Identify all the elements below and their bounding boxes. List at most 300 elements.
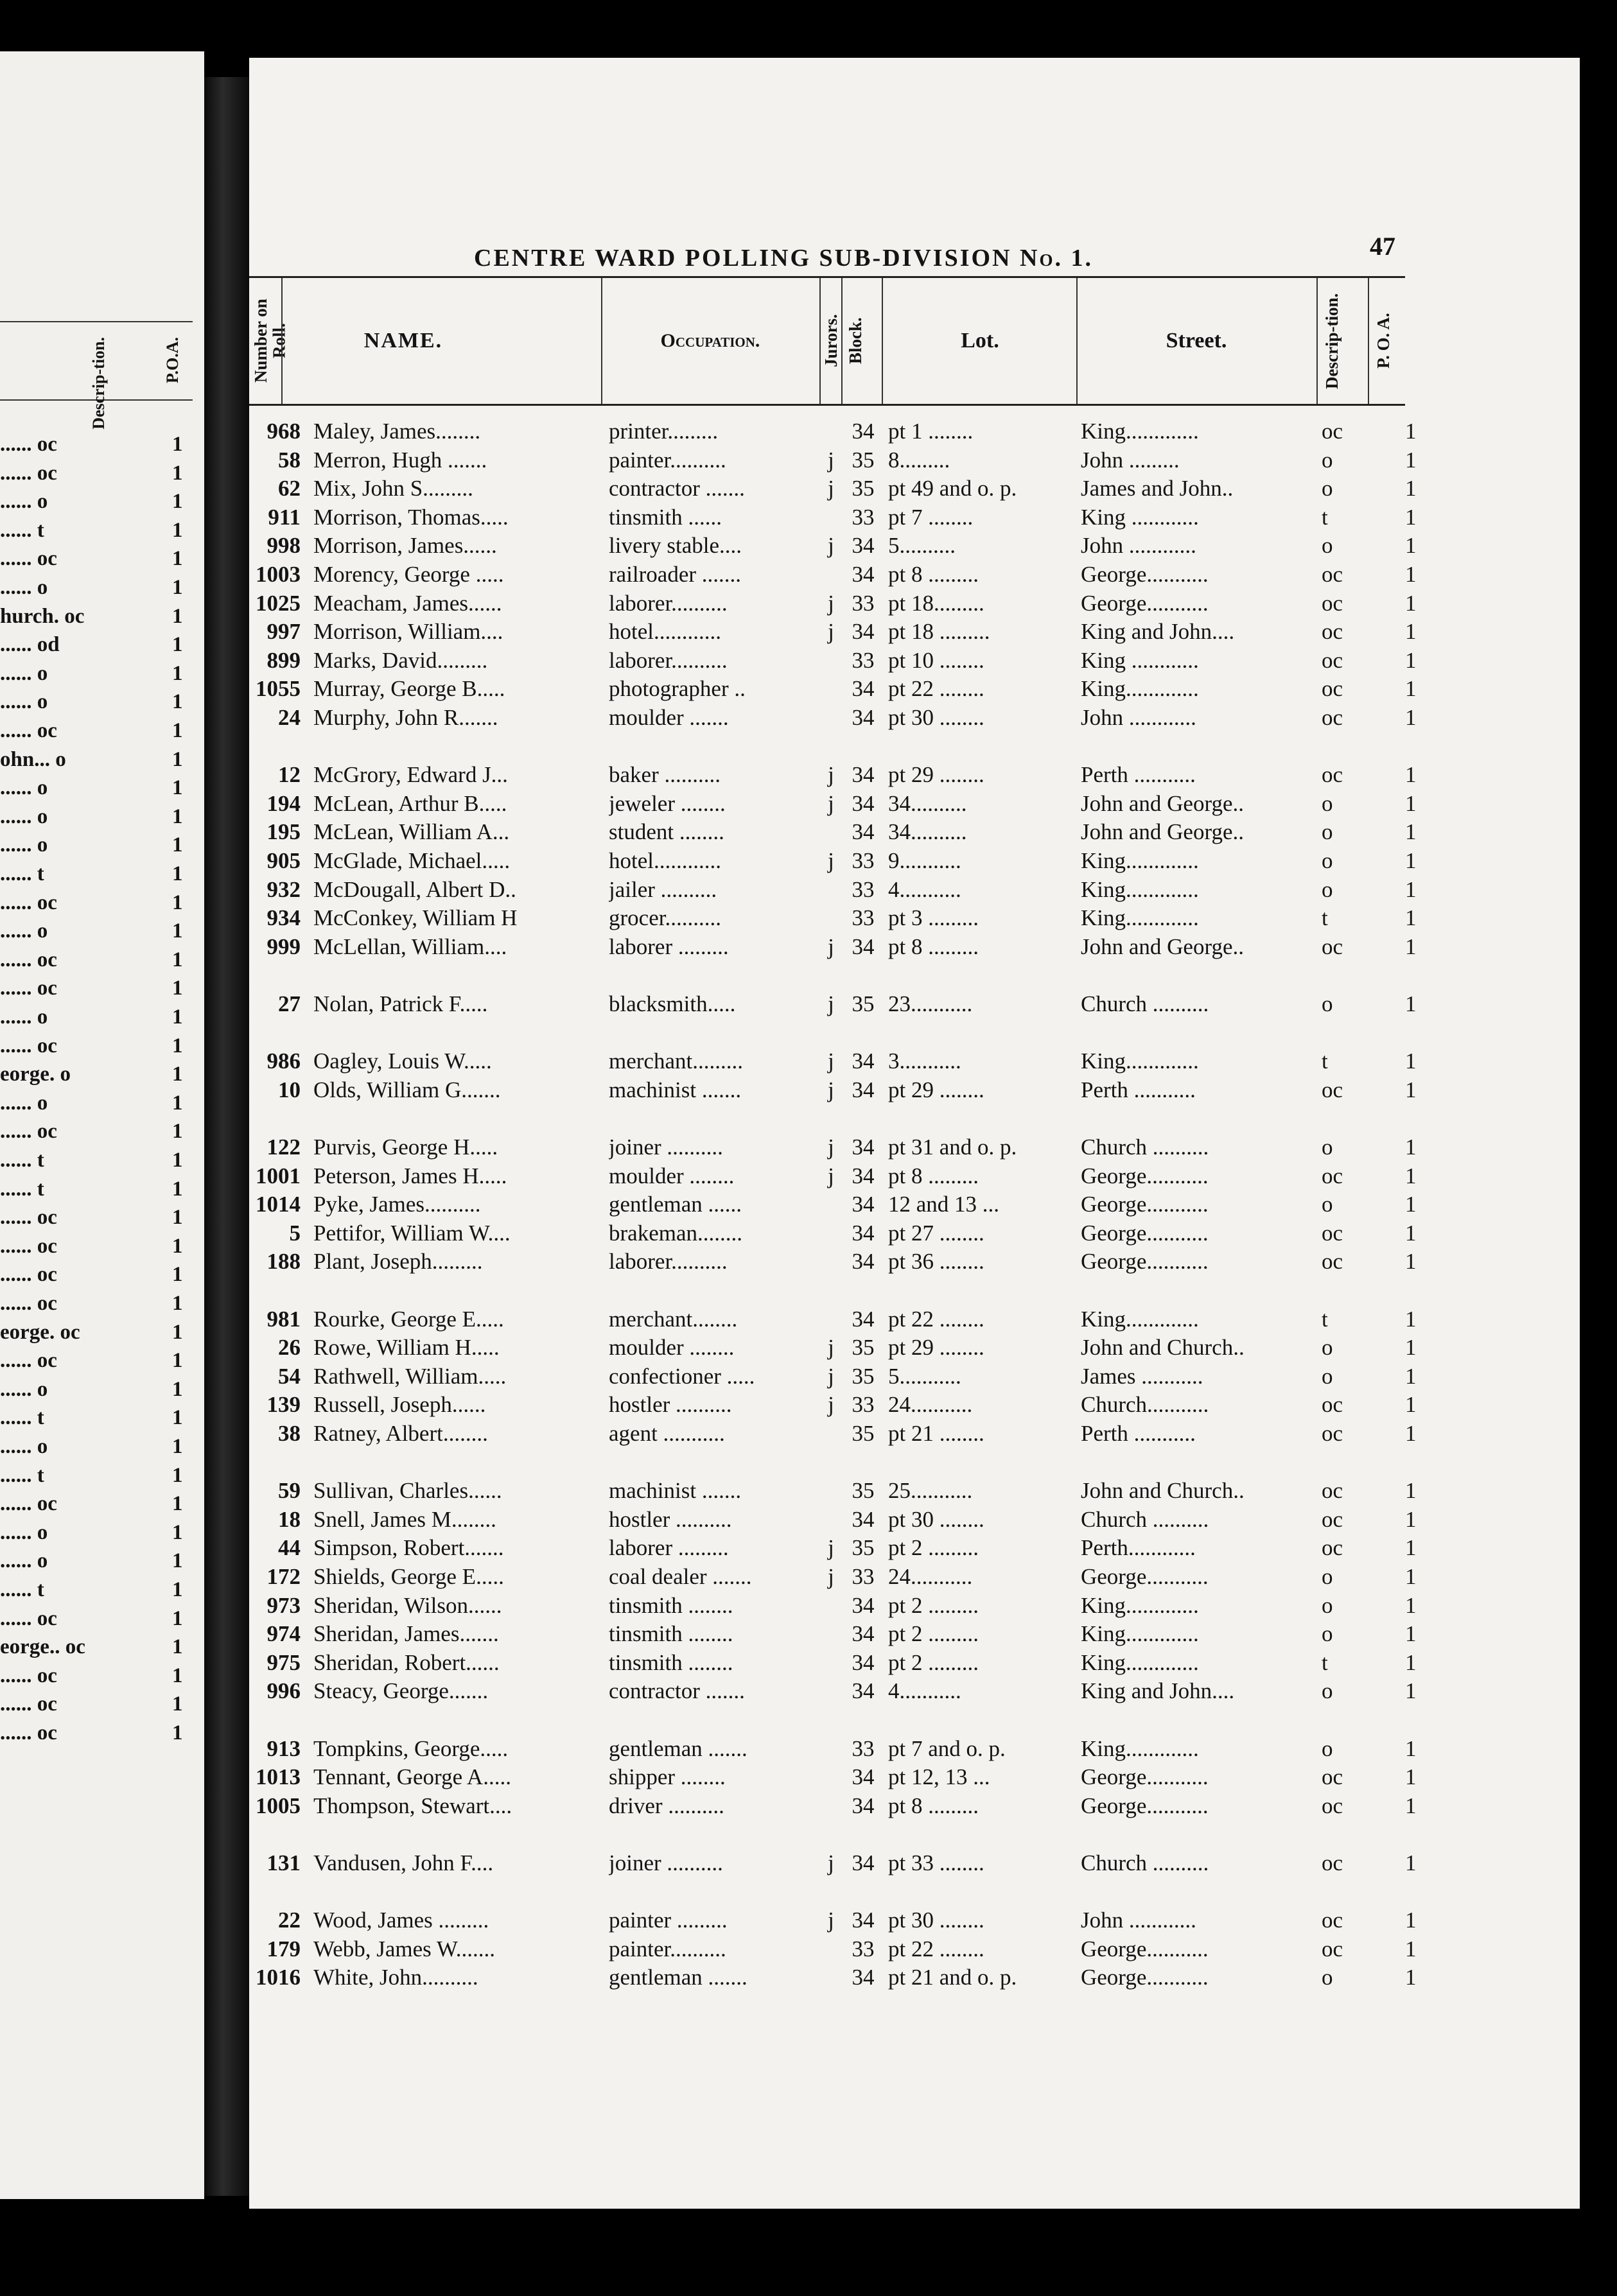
page-title: CENTRE WARD POLLING SUB-DIVISION No. 1.: [474, 245, 1093, 272]
poa-mark: 1: [1405, 1593, 1417, 1618]
left-description-code: ...... oc: [0, 1120, 57, 1143]
occupation: blacksmith.....: [609, 991, 736, 1016]
table-row: [249, 1248, 1527, 1276]
left-description-code: ...... o: [0, 576, 48, 599]
juror-mark: j: [828, 1335, 834, 1360]
block-number: 33: [852, 877, 875, 902]
roll-number: 59: [278, 1478, 301, 1503]
voter-name: Murphy, John R.......: [313, 705, 498, 730]
street-name: George...........: [1081, 1564, 1209, 1589]
poa-mark: 1: [1405, 1135, 1417, 1160]
poa-mark: 1: [1405, 1936, 1417, 1961]
left-description-code: ...... o: [0, 490, 48, 513]
table-row: [249, 1963, 1527, 1992]
description-code: t: [1322, 1048, 1328, 1074]
description-code: o: [1322, 1192, 1333, 1217]
left-description-code: ...... oc: [0, 1235, 57, 1258]
description-code: o: [1322, 1135, 1333, 1160]
lot-number: 3...........: [888, 1048, 961, 1074]
table-row: [249, 933, 1527, 961]
left-description-code: ...... oc: [0, 948, 57, 971]
table-row: [249, 1563, 1527, 1591]
header-description: Descrip-tion.: [1322, 293, 1342, 389]
block-number: 35: [852, 476, 875, 501]
table-row: [249, 474, 1527, 503]
left-description-code: ...... o: [0, 1091, 48, 1115]
roll-number: 981: [267, 1307, 301, 1332]
poa-mark: 1: [1405, 1650, 1417, 1675]
lot-number: pt 2 .........: [888, 1650, 979, 1675]
lot-number: pt 7 ........: [888, 505, 974, 530]
roll-number: 973: [267, 1593, 301, 1618]
occupation: tinsmith ........: [609, 1650, 733, 1675]
block-number: 34: [852, 1593, 875, 1618]
table-row: [249, 1219, 1527, 1248]
left-row: [0, 1633, 193, 1661]
block-number: 34: [852, 676, 875, 701]
left-poa-header: P.O.A.: [163, 337, 182, 383]
lot-number: 5...........: [888, 1364, 961, 1389]
occupation: gentleman .......: [609, 1965, 747, 1990]
left-row: [0, 430, 193, 458]
block-number: 34: [852, 1850, 875, 1875]
block-number: 35: [852, 448, 875, 473]
voter-name: Morrison, William....: [313, 619, 503, 644]
street-name: John and Church..: [1081, 1335, 1245, 1360]
poa-mark: 1: [1405, 476, 1417, 501]
left-poa-mark: 1: [172, 1120, 183, 1143]
occupation: joiner ..........: [609, 1850, 723, 1875]
roll-number: 26: [278, 1335, 301, 1360]
description-code: oc: [1322, 762, 1343, 787]
left-description-code: ...... o: [0, 833, 48, 857]
roll-number: 1001: [256, 1163, 301, 1188]
left-poa-mark: 1: [172, 1492, 183, 1515]
street-name: John and George..: [1081, 934, 1245, 959]
left-row: [0, 1318, 193, 1346]
left-row: [0, 1260, 193, 1289]
left-row: [0, 946, 193, 974]
poa-mark: 1: [1405, 1307, 1417, 1332]
table-row: [249, 1190, 1527, 1219]
column-divider: [819, 278, 821, 404]
juror-mark: j: [828, 1850, 834, 1875]
description-code: o: [1322, 819, 1333, 844]
left-description-code: ...... t: [0, 1578, 44, 1601]
street-name: George...........: [1081, 1764, 1209, 1789]
lot-number: pt 21 and o. p.: [888, 1965, 1017, 1990]
street-name: Perth ...........: [1081, 1421, 1196, 1446]
table-row: [249, 1878, 1527, 1906]
roll-number: 27: [278, 991, 301, 1016]
table-row: [249, 1076, 1527, 1104]
left-poa-mark: 1: [172, 576, 183, 599]
block-number: 35: [852, 1335, 875, 1360]
street-name: George...........: [1081, 1793, 1209, 1818]
left-description-code: ...... oc: [0, 977, 57, 1000]
table-row: [249, 790, 1527, 818]
left-row: [0, 1719, 193, 1747]
left-row: [0, 774, 193, 802]
description-code: oc: [1322, 1507, 1343, 1532]
left-row: [0, 602, 193, 631]
occupation: merchant........: [609, 1307, 738, 1332]
left-row: [0, 803, 193, 831]
description-code: oc: [1322, 676, 1343, 701]
voter-name: Mix, John S.........: [313, 476, 473, 501]
occupation: merchant.........: [609, 1048, 743, 1074]
left-poa-mark: 1: [172, 1635, 183, 1658]
left-row: [0, 831, 193, 859]
occupation: gentleman .......: [609, 1736, 747, 1761]
voter-name: Merron, Hugh .......: [313, 448, 487, 473]
street-name: King and John....: [1081, 619, 1235, 644]
left-description-header: Descrip-tion.: [89, 337, 108, 430]
table-row: [249, 847, 1527, 875]
voter-name: McGrory, Edward J...: [313, 762, 508, 787]
table-row: [249, 1305, 1527, 1334]
juror-mark: j: [828, 476, 834, 501]
poa-mark: 1: [1405, 648, 1417, 673]
block-number: 34: [852, 705, 875, 730]
occupation: tinsmith ........: [609, 1593, 733, 1618]
left-poa-mark: 1: [172, 690, 183, 713]
occupation: baker ..........: [609, 762, 721, 787]
lot-number: pt 30 ........: [888, 1507, 984, 1532]
description-code: o: [1322, 476, 1333, 501]
table-row: [249, 1706, 1527, 1734]
roll-number: 1055: [256, 676, 301, 701]
voter-name: Steacy, George.......: [313, 1678, 489, 1703]
lot-number: pt 49 and o. p.: [888, 476, 1017, 501]
voter-name: Meacham, James......: [313, 591, 502, 616]
description-code: o: [1322, 1335, 1333, 1360]
description-code: t: [1322, 1650, 1328, 1675]
lot-number: pt 7 and o. p.: [888, 1736, 1006, 1761]
table-header: [249, 276, 1405, 406]
table-row: [249, 589, 1527, 618]
left-row: [0, 1003, 193, 1031]
block-number: 34: [852, 1507, 875, 1532]
roll-number: 913: [267, 1736, 301, 1761]
left-description-code: hurch. oc: [0, 605, 85, 628]
header-block: Block.: [846, 317, 865, 365]
table-row: [249, 1534, 1527, 1562]
block-number: 34: [852, 1249, 875, 1274]
left-poa-mark: 1: [172, 805, 183, 828]
occupation: agent ...........: [609, 1421, 725, 1446]
description-code: t: [1322, 905, 1328, 930]
poa-mark: 1: [1405, 591, 1417, 616]
left-poa-mark: 1: [172, 1549, 183, 1572]
block-number: 34: [852, 1908, 875, 1933]
left-row: [0, 1432, 193, 1461]
description-code: oc: [1322, 1478, 1343, 1503]
description-code: oc: [1322, 1936, 1343, 1961]
poa-mark: 1: [1405, 1850, 1417, 1875]
left-row: [0, 459, 193, 487]
poa-mark: 1: [1405, 1621, 1417, 1646]
street-name: John ............: [1081, 705, 1196, 730]
description-code: oc: [1322, 619, 1343, 644]
left-row: [0, 1175, 193, 1203]
poa-mark: 1: [1405, 705, 1417, 730]
left-poa-mark: 1: [172, 1178, 183, 1201]
table-row: [249, 503, 1527, 532]
street-name: John and George..: [1081, 819, 1245, 844]
block-number: 33: [852, 1936, 875, 1961]
left-row: [0, 487, 193, 516]
poa-mark: 1: [1405, 877, 1417, 902]
left-description-code: ...... oc: [0, 433, 57, 456]
block-number: 34: [852, 1793, 875, 1818]
table-row: [249, 733, 1527, 761]
description-code: oc: [1322, 1163, 1343, 1188]
left-row: [0, 659, 193, 688]
occupation: moulder ........: [609, 1335, 735, 1360]
roll-number: 1013: [256, 1764, 301, 1789]
table-row: [249, 1620, 1527, 1648]
roll-number: 131: [267, 1850, 301, 1875]
block-number: 34: [852, 1764, 875, 1789]
lot-number: 24...........: [888, 1564, 973, 1589]
roll-number: 195: [267, 819, 301, 844]
left-poa-mark: 1: [172, 1578, 183, 1601]
left-row: [0, 1576, 193, 1604]
left-poa-mark: 1: [172, 605, 183, 628]
description-code: oc: [1322, 562, 1343, 587]
left-poa-mark: 1: [172, 1149, 183, 1172]
lot-number: pt 2 .........: [888, 1593, 979, 1618]
table-row: [249, 704, 1527, 732]
poa-mark: 1: [1405, 1364, 1417, 1389]
table-row: [249, 761, 1527, 789]
occupation: moulder ........: [609, 1163, 735, 1188]
voter-name: Snell, James M........: [313, 1507, 496, 1532]
poa-mark: 1: [1405, 819, 1417, 844]
block-number: 34: [852, 934, 875, 959]
page-number: 47: [1370, 232, 1395, 261]
juror-mark: j: [828, 1564, 834, 1589]
left-poa-mark: 1: [172, 948, 183, 971]
voter-name: Marks, David.........: [313, 648, 488, 673]
voter-name: Wood, James .........: [313, 1908, 489, 1933]
roll-number: 997: [267, 619, 301, 644]
table-row: [249, 1334, 1527, 1362]
occupation: moulder .......: [609, 705, 729, 730]
poa-mark: 1: [1405, 1535, 1417, 1560]
description-code: o: [1322, 1593, 1333, 1618]
roll-number: 44: [278, 1535, 301, 1560]
block-number: 34: [852, 1135, 875, 1160]
left-description-code: eorge.. oc: [0, 1635, 85, 1658]
lot-number: pt 22 ........: [888, 676, 984, 701]
occupation: jailer ..........: [609, 877, 717, 902]
column-divider: [1316, 278, 1318, 404]
block-number: 34: [852, 791, 875, 816]
description-code: oc: [1322, 1077, 1343, 1102]
roll-number: 1005: [256, 1793, 301, 1818]
voter-name: Morrison, Thomas.....: [313, 505, 509, 530]
left-poa-mark: 1: [172, 1721, 183, 1744]
roll-number: 18: [278, 1507, 301, 1532]
block-number: 35: [852, 1535, 875, 1560]
left-poa-mark: 1: [172, 1321, 183, 1344]
lot-number: pt 8 .........: [888, 562, 979, 587]
header-jurors: Jurors.: [821, 314, 841, 368]
left-row: [0, 516, 193, 544]
street-name: King.............: [1081, 419, 1199, 444]
poa-mark: 1: [1405, 1392, 1417, 1417]
left-description-code: eorge. oc: [0, 1321, 80, 1344]
left-poa-mark: 1: [172, 1607, 183, 1630]
poa-mark: 1: [1405, 991, 1417, 1016]
description-code: oc: [1322, 1850, 1343, 1875]
table-row: [249, 618, 1527, 646]
left-description-code: ...... od: [0, 633, 60, 656]
block-number: 35: [852, 1421, 875, 1446]
occupation: laborer .........: [609, 934, 729, 959]
left-description-code: ...... oc: [0, 547, 57, 570]
voter-name: Morency, George .....: [313, 562, 504, 587]
lot-number: pt 29 ........: [888, 762, 984, 787]
roll-number: 1016: [256, 1965, 301, 1990]
description-code: oc: [1322, 419, 1343, 444]
description-code: o: [1322, 1678, 1333, 1703]
roll-number: 986: [267, 1048, 301, 1074]
left-poa-mark: 1: [172, 462, 183, 485]
block-number: 34: [852, 419, 875, 444]
table-row: [249, 1506, 1527, 1534]
roll-number: 139: [267, 1392, 301, 1417]
description-code: o: [1322, 991, 1333, 1016]
lot-number: pt 27 ........: [888, 1221, 984, 1246]
lot-number: pt 29 ........: [888, 1077, 984, 1102]
block-number: 33: [852, 1564, 875, 1589]
voter-name: Oagley, Louis W.....: [313, 1048, 492, 1074]
roll-number: 172: [267, 1564, 301, 1589]
voter-name: Sullivan, Charles......: [313, 1478, 502, 1503]
table-row: [249, 1649, 1527, 1677]
street-name: John ............: [1081, 1908, 1196, 1933]
block-number: 33: [852, 648, 875, 673]
occupation: livery stable....: [609, 533, 742, 558]
street-name: George...........: [1081, 562, 1209, 587]
juror-mark: j: [828, 1048, 834, 1074]
description-code: oc: [1322, 1221, 1343, 1246]
left-row: [0, 1690, 193, 1718]
roll-number: 1014: [256, 1192, 301, 1217]
roll-number: 911: [268, 505, 301, 530]
table-row: [249, 532, 1527, 560]
description-code: o: [1322, 533, 1333, 558]
left-poa-mark: 1: [172, 1235, 183, 1258]
left-description-code: ...... o: [0, 1005, 48, 1029]
left-description-code: ...... oc: [0, 1692, 57, 1716]
voter-name: Pettifor, William W....: [313, 1221, 511, 1246]
voter-name: White, John..........: [313, 1965, 478, 1990]
street-name: John ............: [1081, 533, 1196, 558]
table-row: [249, 417, 1527, 446]
voter-name: Sheridan, James.......: [313, 1621, 499, 1646]
juror-mark: j: [828, 1908, 834, 1933]
voter-name: Shields, George E.....: [313, 1564, 504, 1589]
poa-mark: 1: [1405, 448, 1417, 473]
roll-number: 899: [267, 648, 301, 673]
voter-name: Webb, James W.......: [313, 1936, 495, 1961]
left-row: [0, 717, 193, 745]
table-row: [249, 1735, 1527, 1763]
block-number: 34: [852, 1650, 875, 1675]
table-row: [249, 1935, 1527, 1963]
street-name: John and George..: [1081, 791, 1245, 816]
block-number: 34: [852, 1163, 875, 1188]
juror-mark: j: [828, 1364, 834, 1389]
juror-mark: j: [828, 1392, 834, 1417]
roll-number: 974: [267, 1621, 301, 1646]
table-row: [249, 1133, 1527, 1161]
description-code: t: [1322, 505, 1328, 530]
poa-mark: 1: [1405, 533, 1417, 558]
left-row: [0, 631, 193, 659]
left-poa-mark: 1: [172, 1349, 183, 1372]
header-poa: P. O. A.: [1374, 313, 1393, 369]
voter-name: Sheridan, Robert......: [313, 1650, 500, 1675]
roll-number: 58: [278, 448, 301, 473]
occupation: contractor .......: [609, 1678, 745, 1703]
description-code: oc: [1322, 1421, 1343, 1446]
left-row: [0, 573, 193, 602]
header-number-on-roll: Number on Roll.: [251, 299, 289, 383]
block-number: 34: [852, 1077, 875, 1102]
street-name: John and Church..: [1081, 1478, 1245, 1503]
roll-number: 54: [278, 1364, 301, 1389]
left-poa-mark: 1: [172, 1206, 183, 1229]
voter-name: Olds, William G.......: [313, 1077, 501, 1102]
voter-name: McDougall, Albert D..: [313, 877, 516, 902]
voter-name: Rathwell, William.....: [313, 1364, 507, 1389]
left-poa-mark: 1: [172, 977, 183, 1000]
table-row: [249, 561, 1527, 589]
street-name: King.............: [1081, 1593, 1199, 1618]
left-description-code: ...... o: [0, 662, 48, 685]
occupation: machinist .......: [609, 1478, 742, 1503]
description-code: oc: [1322, 1249, 1343, 1274]
voter-name: McLean, Arthur B.....: [313, 791, 507, 816]
block-number: 33: [852, 505, 875, 530]
street-name: King.............: [1081, 1650, 1199, 1675]
voter-name: McLellan, William....: [313, 934, 507, 959]
occupation: laborer .........: [609, 1535, 729, 1560]
street-name: Church ..........: [1081, 1850, 1209, 1875]
left-description-code: ...... o: [0, 690, 48, 713]
street-name: King.............: [1081, 1621, 1199, 1646]
poa-mark: 1: [1405, 419, 1417, 444]
poa-mark: 1: [1405, 791, 1417, 816]
left-row: [0, 544, 193, 573]
juror-mark: j: [828, 934, 834, 959]
left-description-code: ...... t: [0, 1406, 44, 1429]
occupation: railroader .......: [609, 562, 742, 587]
header-occupation: Occupation.: [660, 330, 760, 351]
left-row: [0, 745, 193, 774]
lot-number: pt 30 ........: [888, 1908, 984, 1933]
roll-number: 188: [267, 1249, 301, 1274]
street-name: Perth............: [1081, 1535, 1196, 1560]
street-name: James ...........: [1081, 1364, 1203, 1389]
street-name: King.............: [1081, 676, 1199, 701]
roll-number: 24: [278, 705, 301, 730]
